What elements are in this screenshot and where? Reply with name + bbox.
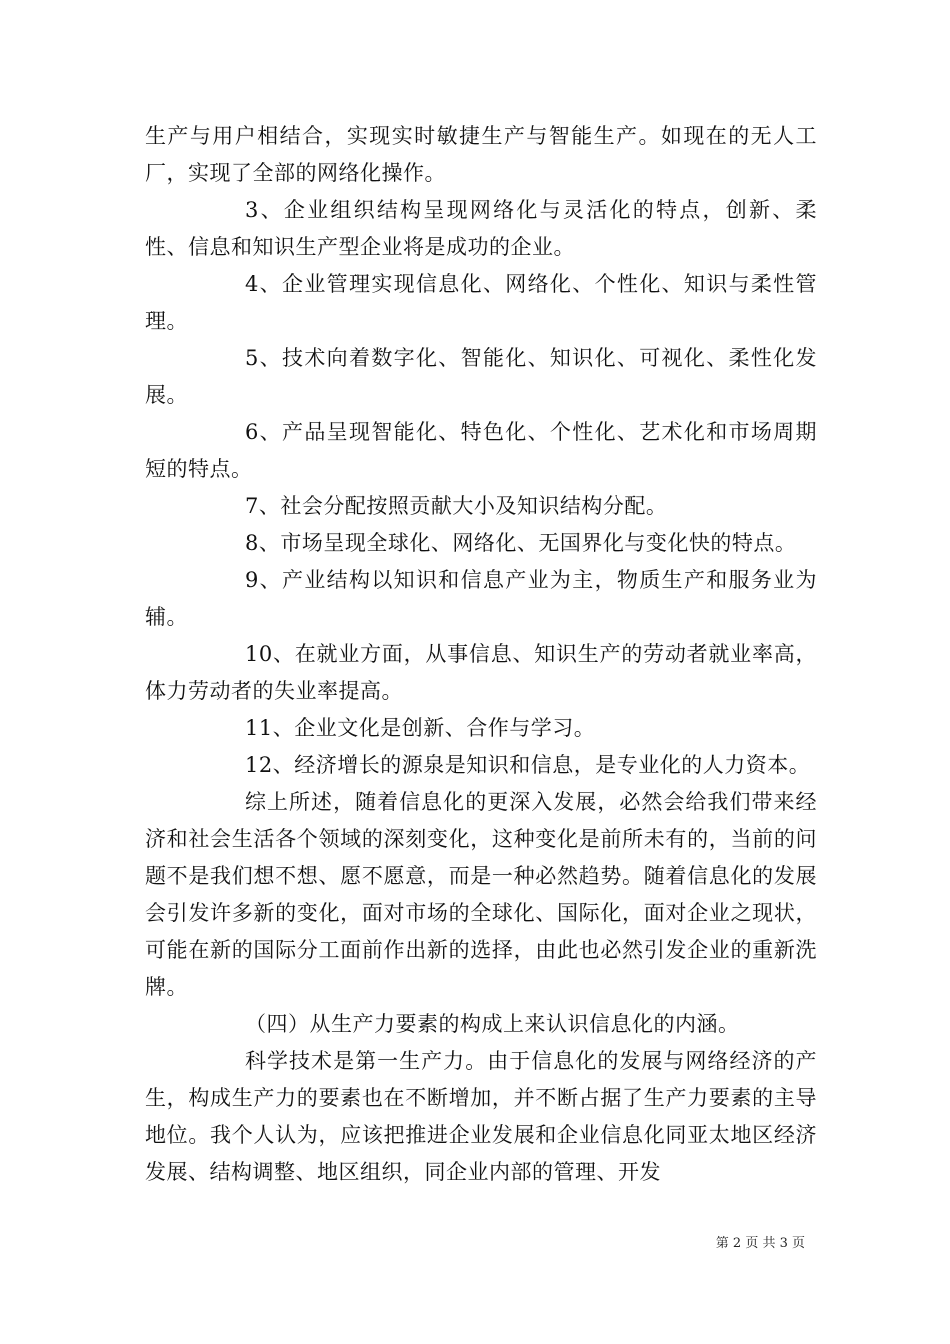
paragraph-item-10: 10、在就业方面，从事信息、知识生产的劳动者就业率高，体力劳动者的失业率提高。 [145,642,817,703]
paragraph-item-8: 8、市场呈现全球化、网络化、无国界化与变化快的特点。 [245,531,797,555]
page-number-footer: 第 2 页 共 3 页 [715,1236,805,1251]
paragraph-item-12: 12、经济增长的源泉是知识和信息，是专业化的人力资本。 [245,753,811,777]
document-body [145,118,817,1191]
paragraph-item-9: 9、产业结构以知识和信息产业为主，物质生产和服务业为辅。 [145,568,817,629]
paragraph-summary: 综上所述，随着信息化的更深入发展，必然会给我们带来经济和社会生活各个领域的深刻变化，这种变化是前所未有的，当前的问题不是我们想不想、愿不愿意，而是一种必然趋势。随着信息化的发展会引发许多新的变化，面对市场的全球化、国际化，面对企业之现状，可能在新的国际分工面前作出新的选择，由此也必然引发企业的重新洗牌。 [145,790,817,999]
paragraph-item-11: 11、企业文化是创新、合作与学习。 [245,716,596,740]
paragraph-item-6: 6、产品呈现智能化、特色化、个性化、艺术化和市场周期短的特点。 [145,420,817,481]
paragraph-section-body: 科学技术是第一生产力。由于信息化的发展与网络经济的产生，构成生产力的要素也在不断增加，并不断占据了生产力要素的主导地位。我个人认为，应该把推进企业发展和企业信息化同亚太地区经济发展、结构调整、地区组织，同企业内部的管理、开发 [145,1049,817,1184]
paragraph-item-3: 3、企业组织结构呈现网络化与灵活化的特点，创新、柔性、信息和知识生产型企业将是成功的企业。 [145,198,817,259]
paragraph-item-7: 7、社会分配按照贡献大小及知识结构分配。 [245,494,668,518]
paragraph-continuation: 生产与用户相结合，实现实时敏捷生产与智能生产。如现在的无人工厂，实现了全部的网络化操作。 [145,124,817,185]
paragraph-item-5: 5、技术向着数字化、智能化、知识化、可视化、柔性化发展。 [145,346,817,407]
section-heading: （四）从生产力要素的构成上来认识信息化的内涵。 [245,1012,740,1036]
paragraph-item-4: 4、企业管理实现信息化、网络化、个性化、知识与柔性管理。 [145,272,817,333]
